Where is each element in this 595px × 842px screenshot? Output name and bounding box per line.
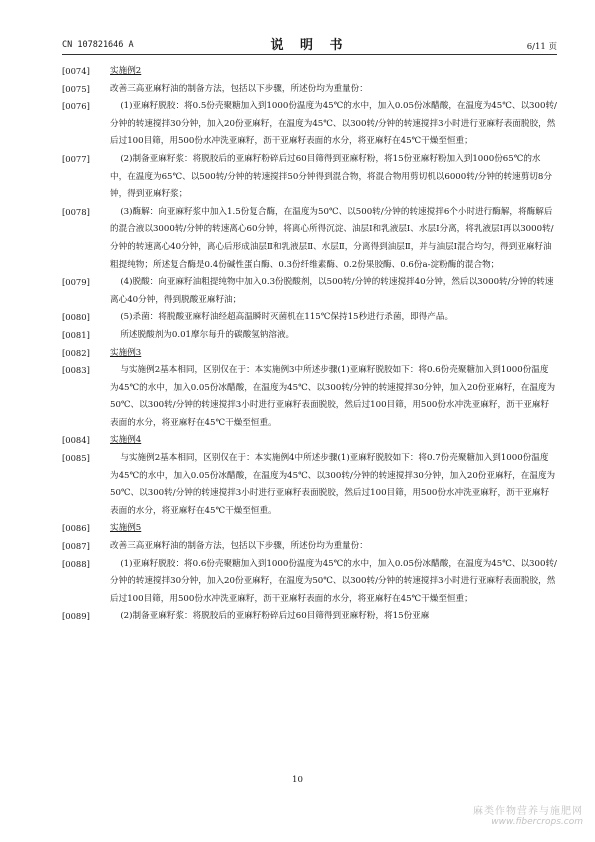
paragraph-text: (1)亚麻籽脱胶：将0.5份壳聚糖加入到1000份温度为45℃的水中，加入0.05份冰醋酸，在温度为45℃、以300转/分钟的转速搅拌30分钟，加入20份亚麻籽，在温度为45℃、以300转/分钟的转速搅拌3小时进行亚麻籽表面脱胶，然后过100目筛，用500份水冲洗亚麻籽，沥干亚麻籽表面的水分，将亚麻籽在45℃干燥至恒重； <box>110 101 557 147</box>
paragraph <box>62 98 557 151</box>
section-heading <box>62 432 557 450</box>
paragraph-text: (5)杀菌：将脱酸亚麻籽油经超高温瞬时灭菌机在115℃保持15秒进行杀菌，即得产品。 <box>120 312 454 323</box>
watermark-text: 麻类作物营养与施肥网 <box>473 806 583 817</box>
paragraph-number: [0078] <box>62 206 90 217</box>
paragraph-number: [0088] <box>62 558 90 569</box>
watermark <box>473 802 583 827</box>
paragraph-text: 改善三高亚麻籽油的制备方法，包括以下步骤，所述份均为重量份： <box>110 83 368 94</box>
paragraph-text: (1)亚麻籽脱胶：将0.6份壳聚糖加入到1000份温度为45℃的水中，加入0.05份冰醋酸，在温度为45℃、以300转/分钟的转速搅拌30分钟，加入20份亚麻籽，在温度为50℃、以300转/分钟的转速搅拌3小时进行亚麻籽表面脱胶，然后过100目筛，用500份水冲洗亚麻籽，沥干亚麻籽表面的水分，将亚麻籽在45℃干燥至恒重； <box>110 558 557 604</box>
paragraph-number: [0087] <box>62 541 90 552</box>
patent-number: CN 107821646 A <box>62 40 134 50</box>
paragraph-number: [0081] <box>62 329 90 340</box>
paragraph-number: [0082] <box>62 347 90 358</box>
watermark-url: www.fibercrops.com <box>491 817 583 827</box>
paragraph-number: [0075] <box>62 83 90 94</box>
paragraph <box>62 362 557 432</box>
paragraph <box>62 450 557 520</box>
paragraph-number: [0077] <box>62 153 90 164</box>
paragraph <box>62 151 557 204</box>
heading-text: 实施例4 <box>110 435 142 446</box>
paragraph-text: 与实施例2基本相同，区别仅在于：本实施例3中所述步骤(1)亚麻籽脱胶如下：将0.6份壳聚糖加入到1000份温度为45℃的水中，加入0.05份冰醋酸，在温度为45℃、以300转/分钟的转速搅拌30分钟，加入20份亚麻籽，在温度为50℃、以300转/分钟的转速搅拌3小时进行亚麻籽表面脱胶，然后过100目筛，用500份水冲洗亚麻籽，沥干亚麻籽表面的水分，将亚麻籽在45℃干燥至恒重。 <box>110 365 556 428</box>
paragraph-text: 与实施例2基本相同，区别仅在于：本实施例4中所述步骤(1)亚麻籽脱胶如下：将0.7份壳聚糖加入到1000份温度为45℃的水中，加入0.05份冰醋酸，在温度为45℃、以300转/分钟的转速搅拌30分钟，加入20份亚麻籽，在温度为50℃、以300转/分钟的转速搅拌3小时进行亚麻籽表面脱胶，然后过100目筛，用500份水冲洗亚麻籽，沥干亚麻籽表面的水分，将亚麻籽在45℃干燥至恒重。 <box>110 453 556 516</box>
paragraph-text: (4)脱酸：向亚麻籽油粗提纯物中加入0.3份脱酸剂，以500转/分钟的转速搅拌40分钟，然后以3000转/分钟的转速离心40分钟，得到脱酸亚麻籽油； <box>110 277 554 305</box>
paragraph-number: [0085] <box>62 453 90 464</box>
page-header <box>62 34 557 55</box>
paragraph <box>62 204 557 274</box>
page-footer <box>0 775 595 785</box>
paragraph-number: [0079] <box>62 277 90 288</box>
paragraph-number: [0083] <box>62 365 90 376</box>
paragraph-number: [0076] <box>62 101 90 112</box>
paragraph-number: [0074] <box>62 66 90 76</box>
section-heading <box>62 63 557 81</box>
page-indicator: 6/11 页 <box>526 42 557 52</box>
paragraph-number: [0086] <box>62 523 90 534</box>
paragraph <box>62 327 557 345</box>
document-body <box>62 63 557 626</box>
paragraph-text: 改善三高亚麻籽油的制备方法，包括以下步骤，所述份均为重量份： <box>110 541 368 552</box>
paragraph-number: [0089] <box>62 611 90 622</box>
paragraph <box>62 81 557 99</box>
paragraph <box>62 274 557 309</box>
paragraph <box>62 556 557 609</box>
paragraph <box>62 309 557 327</box>
section-heading <box>62 520 557 538</box>
paragraph-text: 所述脱酸剂为0.01摩尔每升的碳酸氢钠溶液。 <box>120 329 295 340</box>
paragraph-text: (2)制备亚麻籽浆：将脱胶后的亚麻籽粉碎后过60目筛得到亚麻籽粉，将15份亚麻籽粉加入到1000份65℃的水中，在温度为65℃、以500转/分钟的转速搅拌50分钟得到混合物，将混合物用剪切机以6000转/分钟的转速剪切8分钟，得到亚麻籽浆； <box>110 153 552 200</box>
paragraph-number: [0084] <box>62 435 90 446</box>
section-heading <box>62 345 557 363</box>
paragraph-number: [0080] <box>62 312 90 323</box>
paragraph <box>62 538 557 556</box>
page-number: 10 <box>292 775 303 785</box>
paragraph-text: (2)制备亚麻籽浆：将脱胶后的亚麻籽粉碎后过60目筛得到亚麻籽粉，将15份亚麻 <box>120 611 430 622</box>
paragraph <box>62 608 557 626</box>
heading-text: 实施例5 <box>110 523 142 534</box>
heading-text: 实施例2 <box>110 66 142 76</box>
document-title: 说 明 书 <box>270 38 349 53</box>
heading-text: 实施例3 <box>110 347 142 358</box>
paragraph-text: (3)酶解：向亚麻籽浆中加入1.5份复合酶，在温度为50℃、以500转/分钟的转速搅拌6个小时进行酶解，将酶解后的混合液以3000转/分钟的转速离心60分钟，将离心所得沉淀、油层I和乳液层I、水层I分离，将乳液层I再以3000转/分钟的转速离心40分钟，离心后形成油层Ⅱ和乳液层Ⅱ、水层Ⅱ，分离得到油层Ⅱ，并与油层I混合均匀，得到亚麻籽油粗提纯物；所述复合酶是0.4份碱性蛋白酶、0.3份纤维素酶、0.2份果胶酶、0.6份a-淀粉酶的混合物； <box>110 206 554 270</box>
